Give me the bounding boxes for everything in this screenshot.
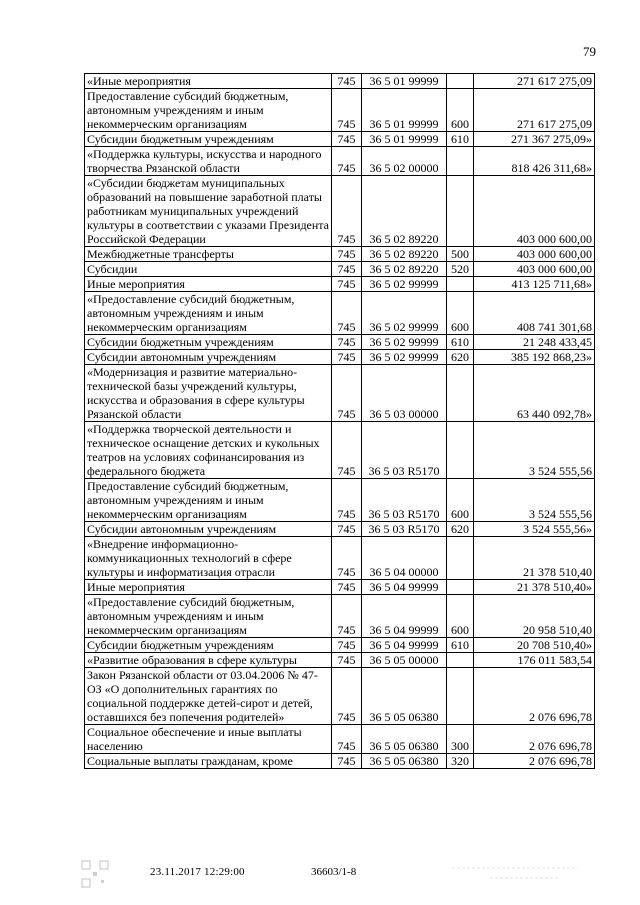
row-name: Межбюджетные трансферты — [85, 247, 332, 262]
row-ministry-code: 745 — [332, 522, 362, 537]
table-row — [85, 147, 595, 176]
row-amount: 176 011 583,54 — [474, 653, 595, 668]
table-row — [85, 176, 595, 247]
table-row — [85, 754, 595, 769]
row-target-article: 36 5 05 06380 — [362, 668, 447, 725]
row-ministry-code: 745 — [332, 638, 362, 653]
row-name: Субсидии автономным учреждениям — [85, 522, 332, 537]
row-name: Иные мероприятия — [85, 277, 332, 292]
row-ministry-code: 745 — [332, 335, 362, 350]
row-name: «Поддержка культуры, искусства и народного творчества Рязанской области — [85, 147, 332, 176]
row-expense-type — [447, 147, 474, 176]
table-row — [85, 725, 595, 754]
row-expense-type — [447, 668, 474, 725]
row-amount: 385 192 868,23» — [474, 350, 595, 365]
row-name: Социальное обеспечение и иные выплаты населению — [85, 725, 332, 754]
row-target-article: 36 5 03 00000 — [362, 365, 447, 422]
row-name: «Субсидии бюджетам муниципальных образований на повышение заработной платы работникам муниципальных учреждений культуры в соответствии с указами Президента Российской Федерации — [85, 176, 332, 247]
row-name: «Предоставление субсидий бюджетным, автономным учреждениям и иным некоммерческим организациям — [85, 595, 332, 638]
row-ministry-code: 745 — [332, 653, 362, 668]
row-target-article: 36 5 04 00000 — [362, 537, 447, 580]
row-amount: 403 000 600,00 — [474, 176, 595, 247]
row-target-article: 36 5 02 99999 — [362, 292, 447, 335]
row-name: «Внедрение информационно-коммуникационных технологий в сфере культуры и информатизация отрасли — [85, 537, 332, 580]
row-target-article: 36 5 02 99999 — [362, 277, 447, 292]
row-expense-type — [447, 74, 474, 89]
row-ministry-code: 745 — [332, 277, 362, 292]
table-row — [85, 537, 595, 580]
row-name: «Развитие образования в сфере культуры — [85, 653, 332, 668]
row-amount: 271 617 275,09 — [474, 74, 595, 89]
row-ministry-code: 745 — [332, 262, 362, 277]
row-name: «Поддержка творческой деятельности и техническое оснащение детских и кукольных театров на условиях софинансирования из федерального бюджета — [85, 422, 332, 479]
row-ministry-code: 745 — [332, 89, 362, 132]
row-expense-type — [447, 422, 474, 479]
footer-doc-number: 36603/1-8 — [311, 866, 357, 878]
row-target-article: 36 5 05 00000 — [362, 653, 447, 668]
row-amount: 271 617 275,09 — [474, 89, 595, 132]
row-target-article: 36 5 05 06380 — [362, 725, 447, 754]
row-ministry-code: 745 — [332, 537, 362, 580]
table-row — [85, 365, 595, 422]
table-row — [85, 580, 595, 595]
footer-timestamp: 23.11.2017 12:29:00 — [150, 866, 245, 878]
row-expense-type: 620 — [447, 522, 474, 537]
budget-table — [84, 73, 595, 769]
row-target-article: 36 5 04 99999 — [362, 580, 447, 595]
row-ministry-code: 745 — [332, 132, 362, 147]
row-target-article: 36 5 01 99999 — [362, 89, 447, 132]
row-ministry-code: 745 — [332, 668, 362, 725]
row-expense-type — [447, 176, 474, 247]
row-ministry-code: 745 — [332, 247, 362, 262]
row-expense-type: 320 — [447, 754, 474, 769]
table-row — [85, 89, 595, 132]
row-amount: 20 708 510,40» — [474, 638, 595, 653]
row-target-article: 36 5 02 89220 — [362, 247, 447, 262]
row-name: Предоставление субсидий бюджетным, автономным учреждениям и иным некоммерческим организациям — [85, 479, 332, 522]
row-ministry-code: 745 — [332, 365, 362, 422]
table-row — [85, 653, 595, 668]
row-ministry-code: 745 — [332, 479, 362, 522]
row-target-article: 36 5 05 06380 — [362, 754, 447, 769]
row-ministry-code: 745 — [332, 292, 362, 335]
row-target-article: 36 5 02 99999 — [362, 335, 447, 350]
row-amount: 3 524 555,56 — [474, 422, 595, 479]
row-name: «Предоставление субсидий бюджетным, автономным учреждениям и иным некоммерческим организациям — [85, 292, 332, 335]
row-expense-type: 620 — [447, 350, 474, 365]
row-expense-type: 600 — [447, 89, 474, 132]
row-target-article: 36 5 01 99999 — [362, 74, 447, 89]
row-ministry-code: 745 — [332, 725, 362, 754]
row-amount: 2 076 696,78 — [474, 725, 595, 754]
row-name: Субсидии — [85, 262, 332, 277]
row-amount: 21 378 510,40» — [474, 580, 595, 595]
table-row — [85, 422, 595, 479]
row-name: Закон Рязанской области от 03.04.2006 № 47-ОЗ «О дополнительных гарантиях по социальной поддержке детей-сирот и детей, оставшихся без попечения родителей» — [85, 668, 332, 725]
row-amount: 403 000 600,00 — [474, 247, 595, 262]
row-ministry-code: 745 — [332, 580, 362, 595]
page-number: 79 — [583, 44, 596, 59]
row-amount: 3 524 555,56» — [474, 522, 595, 537]
row-name: Субсидии автономным учреждениям — [85, 350, 332, 365]
row-ministry-code: 745 — [332, 74, 362, 89]
row-target-article: 36 5 01 99999 — [362, 132, 447, 147]
table-row — [85, 638, 595, 653]
table-row — [85, 335, 595, 350]
row-amount: 63 440 092,78» — [474, 365, 595, 422]
row-amount: 408 741 301,68 — [474, 292, 595, 335]
row-amount: 413 125 711,68» — [474, 277, 595, 292]
row-expense-type: 520 — [447, 262, 474, 277]
row-ministry-code: 745 — [332, 350, 362, 365]
table-row — [85, 350, 595, 365]
row-expense-type — [447, 277, 474, 292]
row-expense-type: 610 — [447, 335, 474, 350]
row-name: Иные мероприятия — [85, 580, 332, 595]
row-expense-type — [447, 365, 474, 422]
row-ministry-code: 745 — [332, 595, 362, 638]
row-target-article: 36 5 03 R5170 — [362, 479, 447, 522]
table-row — [85, 132, 595, 147]
row-amount: 271 367 275,09» — [474, 132, 595, 147]
row-amount: 403 000 600,00 — [474, 262, 595, 277]
row-expense-type: 500 — [447, 247, 474, 262]
row-name: «Иные мероприятия — [85, 74, 332, 89]
row-target-article: 36 5 02 99999 — [362, 350, 447, 365]
table-row — [85, 277, 595, 292]
row-name: Субсидии бюджетным учреждениям — [85, 638, 332, 653]
row-name: «Модернизация и развитие материально-технической базы учреждений культуры, искусства и образования в сфере культуры Рязанской области — [85, 365, 332, 422]
row-target-article: 36 5 02 00000 — [362, 147, 447, 176]
row-target-article: 36 5 02 89220 — [362, 262, 447, 277]
row-expense-type — [447, 653, 474, 668]
row-amount: 20 958 510,40 — [474, 595, 595, 638]
row-expense-type: 600 — [447, 479, 474, 522]
table-row — [85, 247, 595, 262]
row-expense-type: 300 — [447, 725, 474, 754]
row-name: Субсидии бюджетным учреждениям — [85, 335, 332, 350]
row-name: Субсидии бюджетным учреждениям — [85, 132, 332, 147]
table-row — [85, 595, 595, 638]
row-ministry-code: 745 — [332, 176, 362, 247]
row-amount: 818 426 311,68» — [474, 147, 595, 176]
faint-stamp-icon — [450, 861, 580, 885]
row-amount: 21 248 433,45 — [474, 335, 595, 350]
row-expense-type: 600 — [447, 595, 474, 638]
row-target-article: 36 5 03 R5170 — [362, 422, 447, 479]
row-expense-type: 610 — [447, 638, 474, 653]
table-row — [85, 668, 595, 725]
table-row — [85, 522, 595, 537]
row-ministry-code: 745 — [332, 754, 362, 769]
row-name: Социальные выплаты гражданам, кроме — [85, 754, 332, 769]
row-expense-type: 600 — [447, 292, 474, 335]
row-name: Предоставление субсидий бюджетным, автономным учреждениям и иным некоммерческим организациям — [85, 89, 332, 132]
budget-table-body — [85, 74, 595, 769]
row-expense-type: 610 — [447, 132, 474, 147]
row-ministry-code: 745 — [332, 147, 362, 176]
row-expense-type — [447, 537, 474, 580]
row-amount: 2 076 696,78 — [474, 754, 595, 769]
row-target-article: 36 5 04 99999 — [362, 595, 447, 638]
qr-stamp-icon — [80, 859, 110, 889]
table-row — [85, 262, 595, 277]
row-target-article: 36 5 03 R5170 — [362, 522, 447, 537]
row-expense-type — [447, 580, 474, 595]
row-ministry-code: 745 — [332, 422, 362, 479]
row-target-article: 36 5 02 89220 — [362, 176, 447, 247]
table-row — [85, 74, 595, 89]
table-row — [85, 292, 595, 335]
row-amount: 3 524 555,56 — [474, 479, 595, 522]
row-amount: 21 378 510,40 — [474, 537, 595, 580]
row-amount: 2 076 696,78 — [474, 668, 595, 725]
row-target-article: 36 5 04 99999 — [362, 638, 447, 653]
table-row — [85, 479, 595, 522]
